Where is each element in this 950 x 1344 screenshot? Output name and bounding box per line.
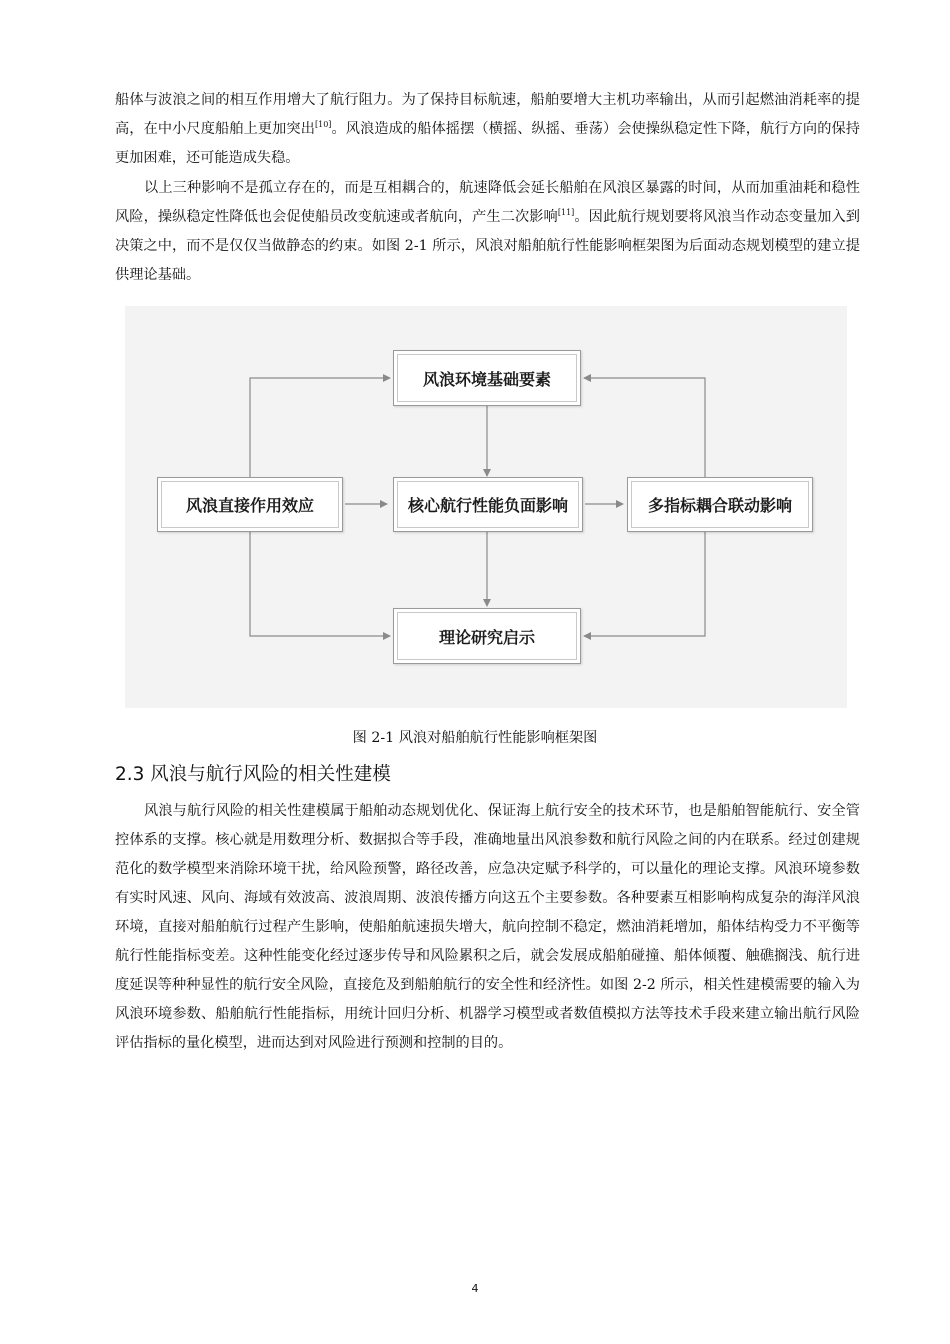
paragraph-3: 风浪与航行风险的相关性建模属于船舶动态规划优化、保证海上航行安全的技术环节，也是船舶智能航行、安全管控体系的支撑。核心就是用数理分析、数据拟合等手段，准确地量出风浪参数和航行风险之间的内在联系。经过创建规范化的数学模型来消除环境干扰，给风险预警，路径改善，应急决定赋予科学的，可以量化的理论支撑。风浪环境参数有实时风速、风向、海域有效波高、波浪周期、波浪传播方向这五个主要参数。各种要素互相影响构成复杂的海洋风浪环境，直接对船舶航行过程产生影响，使船舶航速损失增大，航向控制不稳定，燃油消耗增加，船体结构受力不平衡等航行性能指标变差。这种性能变化经过逐步传导和风险累积之后，就会发展成船舶碰撞、船体倾覆、触礁搁浅、航行进度延误等种种显性的航行安全风险，直接危及到船舶航行的安全性和经济性。如图 2-2 所示，相关性建模需要的输入为风浪环境参数、船舶航行性能指标，用统计回归分析、机器学习模型或者数值模拟方法等技术手段来建立输出航行风险评估指标的量化模型，进而达到对风险进行预测和控制的目的。 [115, 803, 860, 1051]
figure-caption: 图 2-1 风浪对船舶航行性能影响框架图 [352, 730, 598, 746]
node-direct-effects: 风浪直接作用效应 [157, 477, 343, 532]
arrow-left-to-bottom [250, 532, 390, 636]
paragraph-2-text-a: 以上三种影响不是孤立存在的，而是互相耦合的，航速降低会延长船舶在风浪区暴露的时间，从而加重油耗和稳性风险，操纵稳定性降低也会促使船员改变航速或者航向，产生二次影响 [115, 180, 860, 225]
paragraph-2 [115, 174, 860, 290]
node-wind-wave-basics: 风浪环境基础要素 [393, 350, 581, 406]
node-theory-implications: 理论研究启示 [393, 608, 581, 664]
framework-figure [125, 306, 847, 708]
section-heading: 2.3 风浪与航行风险的相关性建模 [115, 764, 391, 785]
arrow-right-to-top [584, 378, 705, 484]
paragraph-1-text-b: 。风浪造成的船体摇摆（横摇、纵摇、垂荡）会使操纵稳定性下降，航行方向的保持更加困难，还可能造成失稳。 [115, 121, 860, 166]
node-multi-index-coupling: 多指标耦合联动影响 [627, 477, 813, 532]
citation-11: [11] [557, 208, 575, 217]
arrow-left-to-top [250, 378, 390, 484]
arrow-right-to-bottom [584, 532, 705, 636]
paragraph-1-text-a: 船体与波浪之间的相互作用增大了航行阻力。为了保持目标航速，船舶要增大主机功率输出，从而引起燃油消耗率的提高，在中小尺度船舶上更加突出 [115, 92, 860, 137]
paragraph-1 [115, 86, 860, 173]
node-core-performance-impact: 核心航行性能负面影响 [393, 477, 583, 532]
paragraph-2-text-b: 。因此航行规划要将风浪当作动态变量加入到决策之中，而不是仅仅当做静态的约束。如图 2-1 所示，风浪对船舶航行性能影响框架图为后面动态规划模型的建立提供理论基础。 [115, 209, 860, 283]
page-number: 4 [471, 1282, 479, 1295]
citation-10: [10] [315, 120, 332, 129]
